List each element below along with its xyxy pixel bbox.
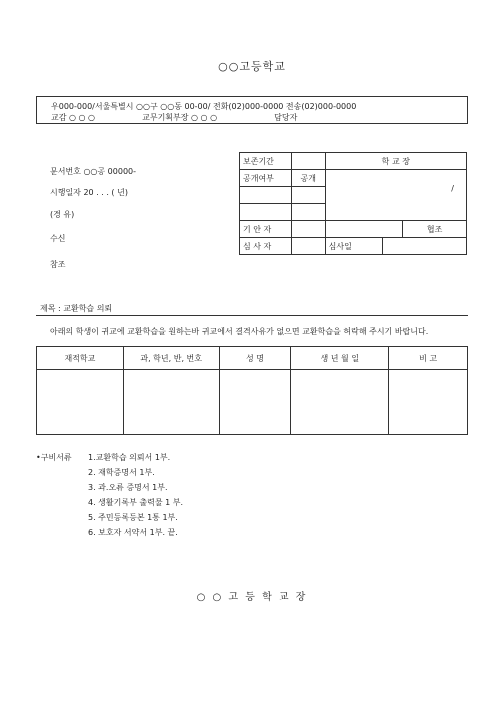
dept-head: 교무기획부장 ○ ○ ○ [142,113,218,122]
cooperation-label: 협조 [403,221,467,238]
attachments-label: •구비서류 [36,453,72,462]
subject: 제목 : 교환학습 의뢰 [40,304,113,313]
list-item: 2. 재학증명서 1부. [88,468,155,477]
issue-date: 시행일자 20 . . . ( 년) [50,188,128,197]
via: (경 유) [50,210,75,219]
address-box [36,96,468,124]
list-item: 5. 주민등록등본 1통 1부. [88,513,178,522]
retention-value: 학 교 장 [325,153,466,170]
list-item: 3. 과.오류 증명서 1부. [88,483,168,492]
list-item: 1.교환학습 의뢰서 1부. [88,453,171,462]
manager: 담당자 [274,113,298,122]
principal: 교감 ○ ○ ○ [51,113,96,122]
recipient: 수신 [50,234,66,243]
header-school: 재적학교 [37,347,124,370]
table-row [37,370,468,435]
subject-divider [36,315,468,316]
list-item: 4. 생활기록부 출력물 1 부. [88,498,183,507]
document-title: ○○고등학교 [218,60,286,73]
request-text: 아래의 학생이 귀교에 교환학습을 원하는바 귀교에서 결격사유가 없으면 교환학습을 허락해 주시기 바랍니다. [50,327,429,336]
drafter-label: 기 안 자 [240,221,292,238]
disclosure-label: 공개여부 [240,170,292,187]
reference: 참조 [50,260,66,269]
signature-area: / [325,170,466,221]
reviewer-label: 심 사 자 [240,238,292,255]
student-table [36,346,468,435]
header-birthdate: 생 년 월 일 [291,347,389,370]
header-name: 성 명 [219,347,291,370]
disclosure-value: 공개 [291,170,325,187]
header-class: 과, 학년, 반, 번호 [123,347,219,370]
retention-label: 보존기간 [240,153,292,170]
signature-footer: ○ ○ 고 등 학 교 장 [196,592,308,603]
approval-table [239,152,467,255]
approval-line [51,112,297,123]
reviewer-sub-label: 심사일 [325,238,383,255]
doc-number: 문서번호 ○○공 00000- [50,167,137,176]
address-line: 우000-000/서울특별시 ○○구 ○○동 00-00/ 전화(02)000-0000 전송(02)000-0000 [51,102,357,111]
header-remarks: 비 고 [389,347,468,370]
list-item: 6. 보호자 서약서 1부. 끝. [88,528,178,537]
